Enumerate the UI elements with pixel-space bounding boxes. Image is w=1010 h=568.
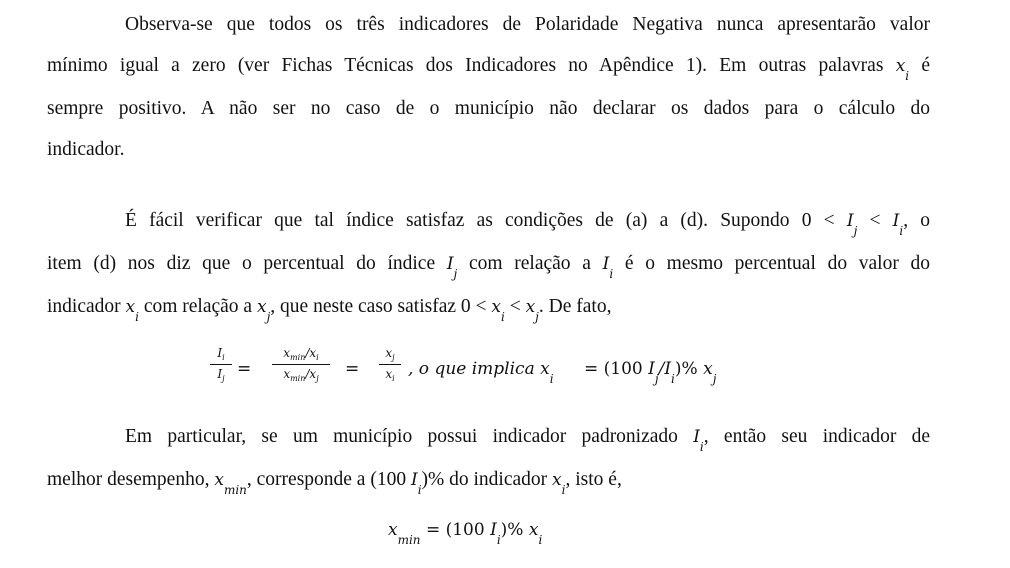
equation-2: $x_{min} = (100$ $I_i)\%$ $x_i$ [388, 520, 543, 547]
var-x-i: $x_i$ [552, 470, 566, 497]
p3-line1-end: , então seu indicador de [703, 426, 931, 447]
p1-line2: mínimo igual a zero (ver Fichas Técnicas dos Indicadores no Apêndice 1). Em outras palavras [47, 55, 884, 76]
p2-line1: É fácil verificar que tal índice satisfaz as condições de (a) a (d). Supondo 0 < [125, 210, 835, 231]
equals-sign: = [345, 359, 360, 379]
var-x-min: $x_{min}$ [214, 470, 247, 497]
paragraph-2 [47, 200, 930, 329]
var-x-i: $x_i$ [895, 56, 910, 83]
p1-line3: sempre positivo. A não ser no caso de o município não declarar os dados para o cálculo do [47, 98, 930, 119]
p3-line2-end: , isto é, [565, 469, 622, 490]
p1-line1: Observa-se que todos os três indicadores de Polaridade Negativa nunca apresentarão valor [125, 14, 930, 35]
p2-line3-cond: , que neste caso satisfaz 0 < [270, 296, 487, 317]
var-x-i: $x_i$ [125, 297, 139, 324]
paragraph-1 [47, 4, 930, 170]
rhs-prefix: = (100 [584, 359, 643, 379]
implies-text: , o que implica [408, 359, 535, 379]
var-I-i: $I_i$ [602, 254, 614, 281]
lt-symbol: < [509, 296, 521, 317]
var-x-j: $x_j$ [525, 297, 539, 324]
p3-line2-mid2: )% do indicador [421, 469, 548, 490]
p2-line3-end: . De fato, [538, 296, 612, 317]
var-x-j: $x_j$ [256, 297, 271, 324]
fraction-xj-xi: $x_j$ $x_i$ [379, 346, 401, 383]
equation-1-rhs: = (100 $I_j/I_i)\%$ $x_j$ [584, 359, 717, 386]
var-I-j: $I_j$ [846, 211, 858, 238]
p1-line4: indicador. [47, 139, 125, 160]
p2-line3-mid: com relação a [143, 296, 253, 317]
paragraph-3 [47, 416, 930, 502]
var-I-i: $I_i$ [892, 211, 904, 238]
lt-symbol: < [869, 210, 881, 231]
p2-line3: indicador [47, 296, 121, 317]
p2-line2: item (d) nos diz que o percentual do índice [47, 253, 436, 274]
fraction-xmin: $x_{min}/x_i$ $x_{min}/x_j$ [272, 346, 330, 383]
var-I-j: $I_j$ [446, 254, 458, 281]
p2-line2-mid: com relação a [468, 253, 591, 274]
equation-1-text: , o que implica $x_i$ [408, 359, 554, 386]
p3-line1: Em particular, se um município possui indicador padronizado [125, 426, 678, 447]
equals-sign: = [237, 359, 252, 379]
p3-line2-mid: , corresponde a (100 [246, 469, 407, 490]
var-x-i: $x_i$ [491, 297, 505, 324]
fraction-Ii-Ij: $I_i$ $I_j$ [210, 346, 232, 383]
var-I-i: $I_i$ [410, 470, 422, 497]
p1-line2-end: é [921, 55, 931, 76]
var-I-i: $I_i$ [693, 427, 704, 454]
p2-line2-end: é o mesmo percentual do valor do [624, 253, 931, 274]
p3-line2: melhor desempenho, [47, 469, 210, 490]
p2-line1-end: , o [903, 210, 931, 231]
